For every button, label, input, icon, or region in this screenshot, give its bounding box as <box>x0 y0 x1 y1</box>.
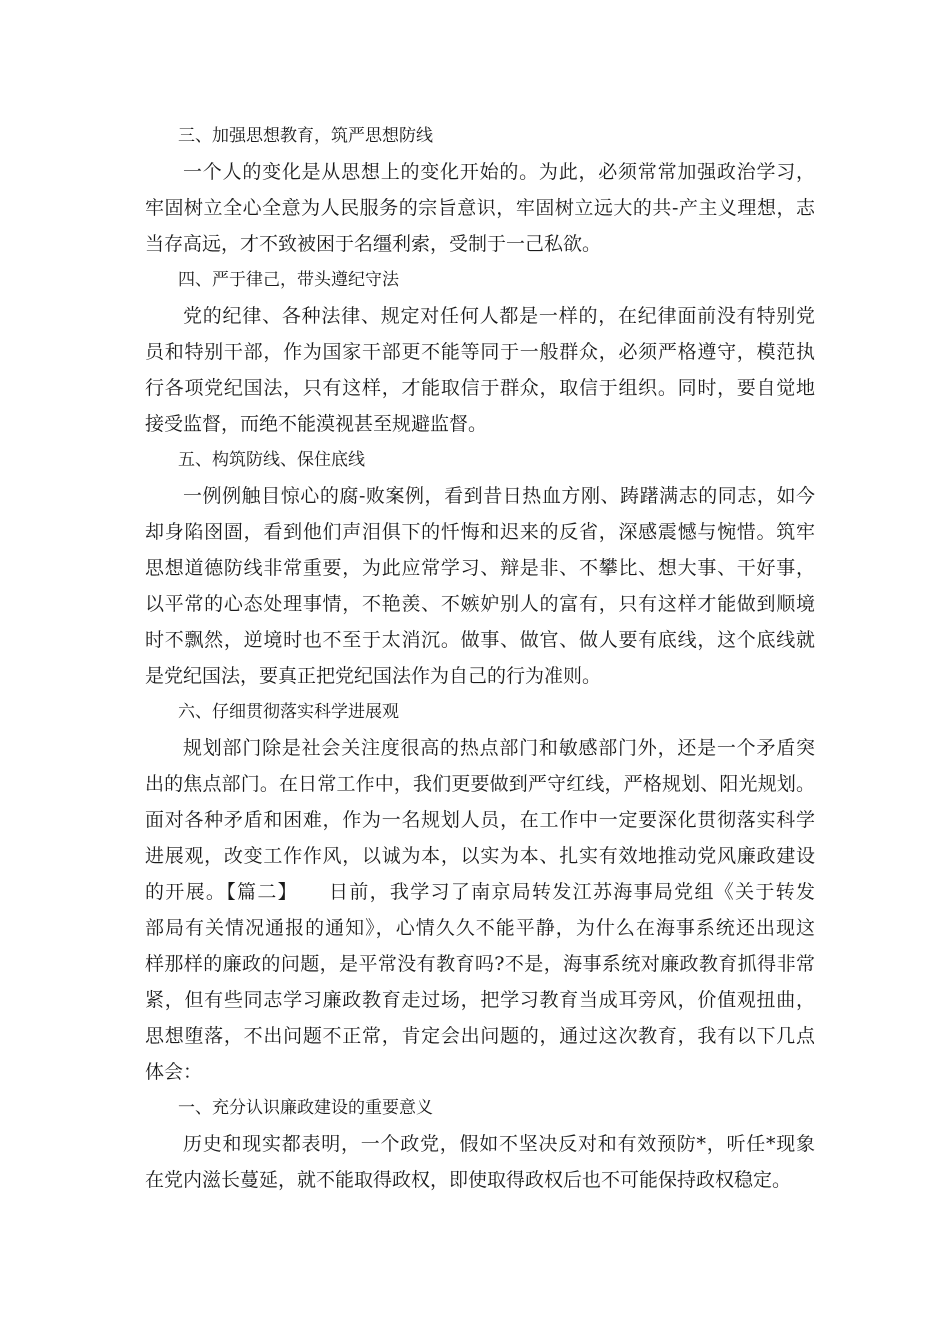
paragraph-line: 历史和现实都表明，一个政党，假如不坚决反对和有效预防*，听任*现象 <box>183 1133 815 1155</box>
section-heading: 六、仔细贯彻落实科学进展观 <box>178 702 399 722</box>
paragraph-line: 当存高远，才不致被困于名缰利索，受制于一己私欲。 <box>145 233 602 255</box>
paragraph-line: 的开展。【篇二】 日前，我学习了南京局转发江苏海事局党组《关于转发 <box>145 881 815 903</box>
document-page <box>145 118 815 1198</box>
section-heading: 三、加强思想教育，筑严思想防线 <box>178 126 433 146</box>
paragraph-line: 思想堕落，不出问题不正常，肯定会出问题的，通过这次教育，我有以下几点 <box>145 1025 815 1047</box>
section-heading: 五、构筑防线、保住底线 <box>178 450 365 470</box>
paragraph-line: 样那样的廉政的问题，是平常没有教育吗?不是，海事系统对廉政教育抓得非常 <box>145 953 815 975</box>
paragraph-line: 思想道德防线非常重要，为此应常学习、辩是非、不攀比、想大事、干好事， <box>145 557 815 579</box>
paragraph-line: 是党纪国法，要真正把党纪国法作为自己的行为准则。 <box>145 665 602 687</box>
section-heading: 四、严于律己，带头遵纪守法 <box>178 270 399 290</box>
paragraph-line: 体会： <box>145 1061 203 1083</box>
paragraph-line: 牢固树立全心全意为人民服务的宗旨意识，牢固树立远大的共-产主义理想，志 <box>145 197 815 219</box>
paragraph-line: 以平常的心态处理事情，不艳羡、不嫉妒别人的富有，只有这样才能做到顺境 <box>145 593 815 615</box>
paragraph-line: 进展观，改变工作作风，以诚为本，以实为本、扎实有效地推动党风廉政建设 <box>145 845 815 867</box>
paragraph-line: 行各项党纪国法，只有这样，才能取信于群众，取信于组织。同时，要自觉地 <box>145 377 815 399</box>
paragraph-line: 时不飘然，逆境时也不至于太消沉。做事、做官、做人要有底线，这个底线就 <box>145 629 815 651</box>
paragraph-line: 在党内滋长蔓延，就不能取得政权，即使取得政权后也不可能保持政权稳定。 <box>145 1169 792 1191</box>
paragraph-line: 接受监督，而绝不能漠视甚至规避监督。 <box>145 413 488 435</box>
paragraph-line: 员和特别干部，作为国家干部更不能等同于一般群众，必须严格遵守，模范执 <box>145 341 815 363</box>
paragraph-line: 党的纪律、各种法律、规定对任何人都是一样的，在纪律面前没有特别党 <box>183 305 815 327</box>
paragraph-line: 一例例触目惊心的腐-败案例，看到昔日热血方刚、踌躇满志的同志，如今 <box>183 485 815 507</box>
paragraph-line: 却身陷囹圄，看到他们声泪俱下的忏悔和迟来的反省，深感震憾与惋惜。筑牢 <box>145 521 815 543</box>
paragraph-line: 紧，但有些同志学习廉政教育走过场，把学习教育当成耳旁风，价值观扭曲， <box>145 989 815 1011</box>
paragraph-line: 规划部门除是社会关注度很高的热点部门和敏感部门外，还是一个矛盾突 <box>183 737 815 759</box>
paragraph-line: 出的焦点部门。在日常工作中，我们更要做到严守红线，严格规划、阳光规划。 <box>145 773 815 795</box>
paragraph-line: 部局有关情况通报的通知》，心情久久不能平静，为什么在海事系统还出现这 <box>145 917 815 939</box>
paragraph-line: 一个人的变化是从思想上的变化开始的。为此，必须常常加强政治学习， <box>183 161 815 183</box>
paragraph-line: 面对各种矛盾和困难，作为一名规划人员，在工作中一定要深化贯彻落实科学 <box>145 809 815 831</box>
section-heading: 一、充分认识廉政建设的重要意义 <box>178 1098 433 1118</box>
